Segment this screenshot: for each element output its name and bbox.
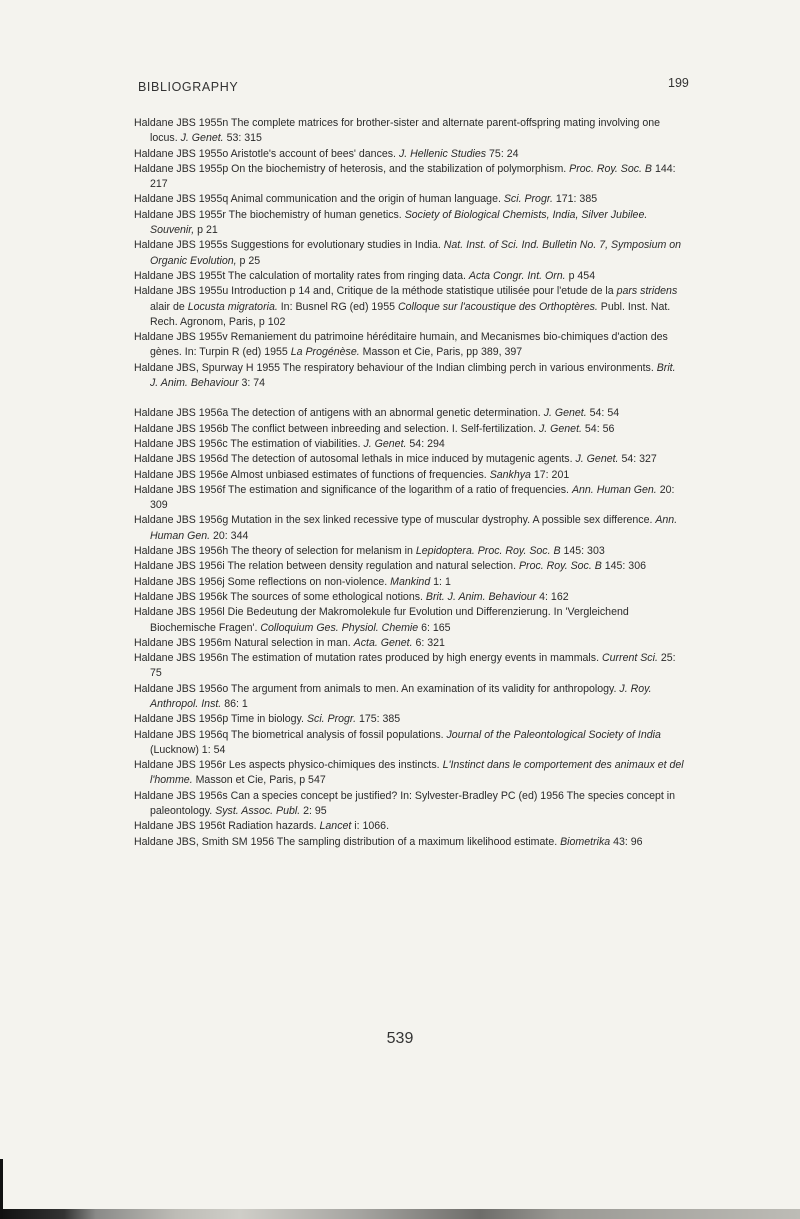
entry-text: 86: 1 — [221, 697, 248, 710]
entry-text: i: 1066. — [351, 820, 390, 833]
entry-journal: Current Sci. — [601, 652, 658, 665]
bibliography-entry — [134, 835, 684, 850]
entry-journal: Journal of the Paleontological Society of India — [446, 728, 661, 741]
bibliography-entry — [134, 284, 684, 330]
entry-text: p 21 — [194, 224, 218, 237]
entry-text: 17: 201 — [530, 468, 570, 481]
entry-journal: Proc. Roy. Soc. B — [518, 560, 602, 573]
entry-text: Haldane JBS 1956j Some reflections on non-violence. — [134, 575, 391, 588]
bibliography-entry — [134, 682, 684, 713]
entry-journal: J. Genet. — [538, 422, 582, 435]
entry-text: Haldane JBS 1956l Die Bedeutung der Makromolekule fur Evolution und Differenzierung. In 'Vergleichend Biochemische Fragen'. — [134, 606, 629, 634]
bibliography-entry — [134, 789, 684, 820]
bibliography-list — [134, 116, 684, 850]
entry-journal: Ann. Human Gen. — [571, 483, 657, 496]
entry-text: Haldane JBS 1956t Radiation hazards. — [134, 820, 320, 833]
bibliography-entry — [134, 192, 684, 207]
scan-edge-artifact — [0, 1209, 800, 1219]
bibliography-entry — [134, 513, 684, 544]
bibliography-entry — [134, 238, 684, 269]
entry-text: Haldane JBS 1955v Remaniement du patrimoine héréditaire humain, and Mecanismes bio-chimiques d'action des gènes. In: Turpin R (ed) 1955 — [134, 331, 668, 359]
entry-journal: Biometrika — [560, 835, 611, 848]
entry-text: Haldane JBS 1956p Time in biology. — [134, 713, 307, 726]
entry-text: Haldane JBS, Smith SM 1956 The sampling distribution of a maximum likelihood estimate. — [134, 835, 561, 848]
entry-text: 54: 56 — [581, 422, 615, 435]
entry-journal: Colloque sur l'acoustique des Orthoptères. — [397, 300, 598, 313]
entry-text: Masson et Cie, Paris, p 547 — [192, 774, 326, 787]
entry-text: Haldane JBS 1955r The biochemistry of human genetics. — [134, 208, 405, 221]
bibliography-entry — [134, 361, 684, 392]
entry-text: 3: 74 — [238, 377, 266, 390]
entry-text: Haldane JBS 1956g Mutation in the sex linked recessive type of muscular dystrophy. A possible sex difference. — [134, 514, 656, 527]
entry-journal: Ann. Human Gen. — [150, 514, 678, 542]
page-number-top: 199 — [668, 76, 689, 90]
entry-text: Haldane JBS 1956c The estimation of viabilities. — [134, 437, 364, 450]
entry-journal: J. Genet. — [363, 437, 407, 450]
entry-journal: pars stridens — [616, 285, 678, 298]
entry-text: 20: 344 — [210, 529, 249, 542]
entry-journal: Acta. Genet. — [353, 636, 413, 649]
entry-text: Haldane JBS 1955t The calculation of mortality rates from ringing data. — [134, 269, 469, 282]
entry-text: Haldane JBS 1955u Introduction p 14 and, Critique de la méthode statistique utilisée pour l'etude de la — [134, 285, 617, 298]
entry-text: 54: 327 — [618, 453, 657, 466]
entry-text: Haldane JBS 1956f The estimation and significance of the logarithm of a ratio of frequencies. — [134, 483, 572, 496]
bibliography-entry — [134, 758, 684, 789]
entry-text: Haldane JBS 1956s Can a species concept be justified? In: Sylvester-Bradley PC (ed) 1956 The species concept in paleontology. — [134, 789, 675, 818]
page-number-bottom: 539 — [386, 1030, 414, 1047]
entry-text: Haldane JBS 1955n The complete matrices for brother-sister and alternate parent-offspring mating involving one locus. — [134, 117, 661, 145]
entry-text: alair de — [150, 300, 188, 313]
block-separator — [134, 391, 684, 406]
bibliography-entry — [134, 422, 684, 437]
entry-text: 4: 162 — [536, 590, 569, 603]
entry-text: Haldane JBS 1956n The estimation of mutation rates produced by high energy events in mammals. — [134, 652, 602, 665]
entry-text: p 25 — [236, 254, 261, 267]
bibliography-entry — [134, 330, 684, 361]
entry-text: 6: 321 — [412, 636, 445, 649]
entry-text: 53: 315 — [223, 132, 262, 145]
entry-journal: Colloquium Ges. Physiol. Chemie — [260, 621, 419, 634]
entry-text: 1: 1 — [430, 575, 451, 588]
entry-text: Haldane JBS 1956k The sources of some ethological notions. — [134, 590, 426, 603]
entry-text: Haldane JBS 1956q The biometrical analysis of fossil populations. — [134, 728, 447, 741]
bibliography-entry — [134, 636, 684, 651]
entry-journal: L'Instinct dans le comportement des animaux et del l'homme. — [150, 759, 684, 787]
entry-text: (Lucknow) 1: 54 — [150, 743, 226, 756]
entry-text: 25: 75 — [150, 652, 676, 680]
bibliography-entry — [134, 605, 684, 636]
entry-text: 175: 385 — [356, 713, 401, 726]
entry-journal: Society of Biological Chemists, India, Silver Jubilee. Souvenir, — [150, 208, 648, 237]
bibliography-entry — [134, 590, 684, 605]
entry-text: Publ. Inst. Nat. Rech. Agronom, Paris, p 102 — [150, 300, 671, 328]
bibliography-entry — [134, 406, 684, 421]
entry-journal: Sci. Progr. — [306, 713, 357, 726]
bibliography-entry — [134, 651, 684, 682]
entry-journal: J. Hellenic Studies — [398, 147, 487, 160]
entry-text: Haldane JBS, Spurway H 1955 The respiratory behaviour of the Indian climbing perch in various environments. — [134, 361, 657, 374]
entry-text: Haldane JBS 1956d The detection of autosomal lethals in mice induced by mutagenic agents. — [134, 453, 576, 466]
entry-text: 54: 54 — [586, 407, 620, 420]
entry-text: Haldane JBS 1956o The argument from animals to men. An examination of its validity for anthropology. — [134, 682, 620, 695]
running-head: BIBLIOGRAPHY — [138, 80, 239, 94]
entry-journal: Sci. Progr. — [503, 193, 553, 206]
entry-journal: J. Genet. — [543, 407, 587, 420]
entry-text: p 454 — [565, 269, 596, 282]
bibliography-entry — [134, 208, 684, 239]
entry-text: Haldane JBS 1956a The detection of antigens with an abnormal genetic determination. — [134, 407, 544, 420]
bibliography-entry — [134, 728, 684, 759]
bibliography-entry — [134, 468, 684, 483]
entry-text: Haldane JBS 1956h The theory of selection for melanism in — [134, 545, 416, 558]
entry-journal: Syst. Assoc. Publ. — [215, 805, 301, 818]
scan-left-artifact — [0, 1159, 3, 1219]
bibliography-entry — [134, 559, 684, 574]
entry-text: In: Busnel RG (ed) 1955 — [277, 300, 398, 313]
entry-journal: J. Roy. Anthropol. Inst. — [150, 682, 652, 710]
entry-text: Haldane JBS 1956e Almost unbiased estimates of functions of frequencies. — [134, 468, 490, 481]
entry-text: 20: 309 — [150, 483, 675, 512]
entry-journal: Brit. J. Anim. Behaviour — [425, 590, 537, 603]
entry-journal: Sankhya — [489, 468, 531, 481]
entry-text: 145: 306 — [601, 560, 646, 573]
bibliography-entry — [134, 819, 684, 834]
entry-journal: Lepidoptera. Proc. Roy. Soc. B — [415, 545, 561, 558]
entry-text: 2: 95 — [300, 805, 327, 818]
bibliography-entry — [134, 269, 684, 284]
bibliography-entry — [134, 544, 684, 559]
entry-journal: Locusta migratoria. — [187, 300, 278, 313]
bibliography-entry — [134, 116, 684, 147]
bibliography-entry — [134, 162, 684, 193]
entry-text: Haldane JBS 1956b The conflict between inbreeding and selection. I. Self-fertilization. — [134, 422, 539, 435]
bibliography-entry — [134, 712, 684, 727]
entry-text: Haldane JBS 1955s Suggestions for evolutionary studies in India. — [134, 239, 444, 252]
entry-text: 54: 294 — [406, 437, 445, 450]
entry-text: 75: 24 — [486, 147, 519, 160]
entry-journal: Mankind — [390, 575, 431, 588]
entry-journal: Proc. Roy. Soc. B — [569, 162, 652, 175]
bibliography-entry — [134, 437, 684, 452]
entry-text: Masson et Cie, Paris, pp 389, 397 — [359, 346, 523, 359]
bibliography-entry — [134, 575, 684, 590]
entry-text: Haldane JBS 1955o Aristotle's account of bees' dances. — [134, 147, 399, 160]
entry-journal: J. Genet. — [575, 453, 619, 466]
entry-text: Haldane JBS 1956r Les aspects physico-chimiques des instincts. — [134, 759, 443, 772]
entry-text: 171: 385 — [552, 193, 598, 206]
entry-text: 43: 96 — [610, 835, 643, 848]
bibliography-entry — [134, 452, 684, 467]
entry-text: 6: 165 — [418, 621, 451, 634]
entry-journal: Lancet — [319, 820, 352, 833]
entry-journal: La Progénèse. — [290, 346, 360, 359]
bibliography-entry — [134, 483, 684, 514]
entry-text: Haldane JBS 1956i The relation between density regulation and natural selection. — [134, 560, 519, 573]
bibliography-entry — [134, 147, 684, 162]
entry-text: 144: 217 — [150, 162, 676, 191]
entry-text: Haldane JBS 1955q Animal communication and the origin of human language. — [134, 193, 504, 206]
entry-text: 145: 303 — [560, 545, 605, 558]
entry-journal: Acta Congr. Int. Orn. — [468, 269, 566, 282]
entry-journal: Brit. J. Anim. Behaviour — [150, 361, 676, 390]
entry-text: Haldane JBS 1955p On the biochemistry of heterosis, and the stabilization of polymorphism. — [134, 162, 570, 175]
entry-text: Haldane JBS 1956m Natural selection in man. — [134, 636, 354, 649]
entry-journal: J. Genet. — [180, 132, 224, 145]
entry-journal: Nat. Inst. of Sci. Ind. Bulletin No. 7, Symposium on Organic Evolution, — [150, 239, 682, 267]
